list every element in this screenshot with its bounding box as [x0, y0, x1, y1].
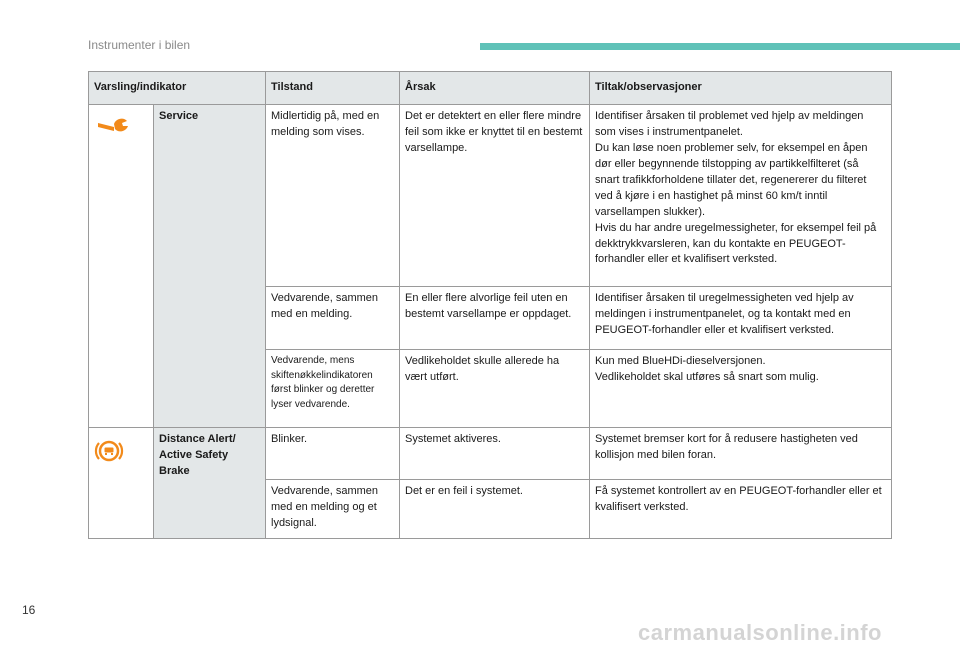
- tiltak-line: Identifiser årsaken til uregelmessigheten ved hjelp av meldingen i instrumentpanelet, og ta kontakt med en PEUGEOT-forhandler eller et kvalifisert verksted.: [595, 292, 854, 336]
- table-row: [89, 105, 892, 287]
- tiltak-line: Hvis du har andre uregelmessigheter, for eksempel feil på dekktrykkvarsleren, kan du kontakte en PEUGEOT-forhandler eller et kvalifisert verksted.: [595, 221, 877, 266]
- tiltak-line: Du kan løse noen problemer selv, for eksempel en åpen dør eller begynnende tilstopping av partikkelfilteret (så snart trafikkforholdene tillater det, regenererer du filteret ved å kjøre i en hastighet på minst 60 km/t inntil varsellampen slukker).: [595, 141, 868, 218]
- tilstand-cell: Vedvarende, sammen med en melding og et lydsignal.: [266, 480, 400, 539]
- column-header-tiltak: Tiltak/observasjoner: [590, 72, 892, 105]
- tiltak-line: Kun med BlueHDi-dieselversjonen.: [595, 355, 766, 367]
- tiltak-cell: [590, 428, 892, 480]
- arsak-cell: Det er detektert en eller flere mindre feil som ikke er knyttet til en bestemt varsellampe.: [400, 105, 590, 287]
- warning-lights-table: [88, 71, 892, 539]
- chapter-accent-bar: [480, 43, 960, 50]
- watermark: carmanualsonline.info: [638, 620, 882, 645]
- tiltak-line: Systemet bremser kort for å redusere hastigheten ved kollisjon med bilen foran.: [595, 433, 858, 461]
- tiltak-cell: [590, 480, 892, 539]
- column-header-indicator: Varsling/indikator: [89, 72, 266, 105]
- arsak-cell: Det er en feil i systemet.: [400, 480, 590, 539]
- arsak-cell: Systemet aktiveres.: [400, 428, 590, 480]
- tilstand-cell: Vedvarende, mens skiftenøkkelindikatoren først blinker og deretter lyser vedvarende.: [266, 350, 400, 428]
- table-row: [89, 428, 892, 480]
- tiltak-cell: [590, 287, 892, 350]
- tiltak-cell: [590, 350, 892, 428]
- service-name: Service: [154, 105, 266, 428]
- arsak-cell: Vedlikeholdet skulle allerede ha vært utført.: [400, 350, 590, 428]
- table-header-row: [89, 72, 892, 105]
- column-header-tilstand: Tilstand: [266, 72, 400, 105]
- page-number: 16: [22, 603, 36, 617]
- tiltak-cell: [590, 105, 892, 287]
- distance-alert-name: Distance Alert/ Active Safety Brake: [154, 428, 266, 539]
- tiltak-line: Vedlikeholdet skal utføres så snart som mulig.: [595, 370, 819, 383]
- tiltak-line: Få systemet kontrollert av en PEUGEOT-forhandler eller et kvalifisert verksted.: [595, 485, 882, 513]
- arsak-cell: En eller flere alvorlige feil uten en bestemt varsellampe er oppdaget.: [400, 287, 590, 350]
- tilstand-cell: Vedvarende, sammen med en melding.: [266, 287, 400, 350]
- tilstand-cell: Blinker.: [266, 428, 400, 480]
- tiltak-line: Identifiser årsaken til problemet ved hjelp av meldingen som vises i instrumentpanelet.: [595, 110, 864, 138]
- service-icon-cell: [89, 105, 154, 428]
- column-header-arsak: Årsak: [400, 72, 590, 105]
- active-safety-brake-icon: [94, 436, 124, 472]
- tilstand-cell: Midlertidig på, med en melding som vises.: [266, 105, 400, 287]
- chapter-title: Instrumenter i bilen: [88, 38, 191, 52]
- wrench-icon: [94, 113, 130, 141]
- distance-alert-icon-cell: [89, 428, 154, 539]
